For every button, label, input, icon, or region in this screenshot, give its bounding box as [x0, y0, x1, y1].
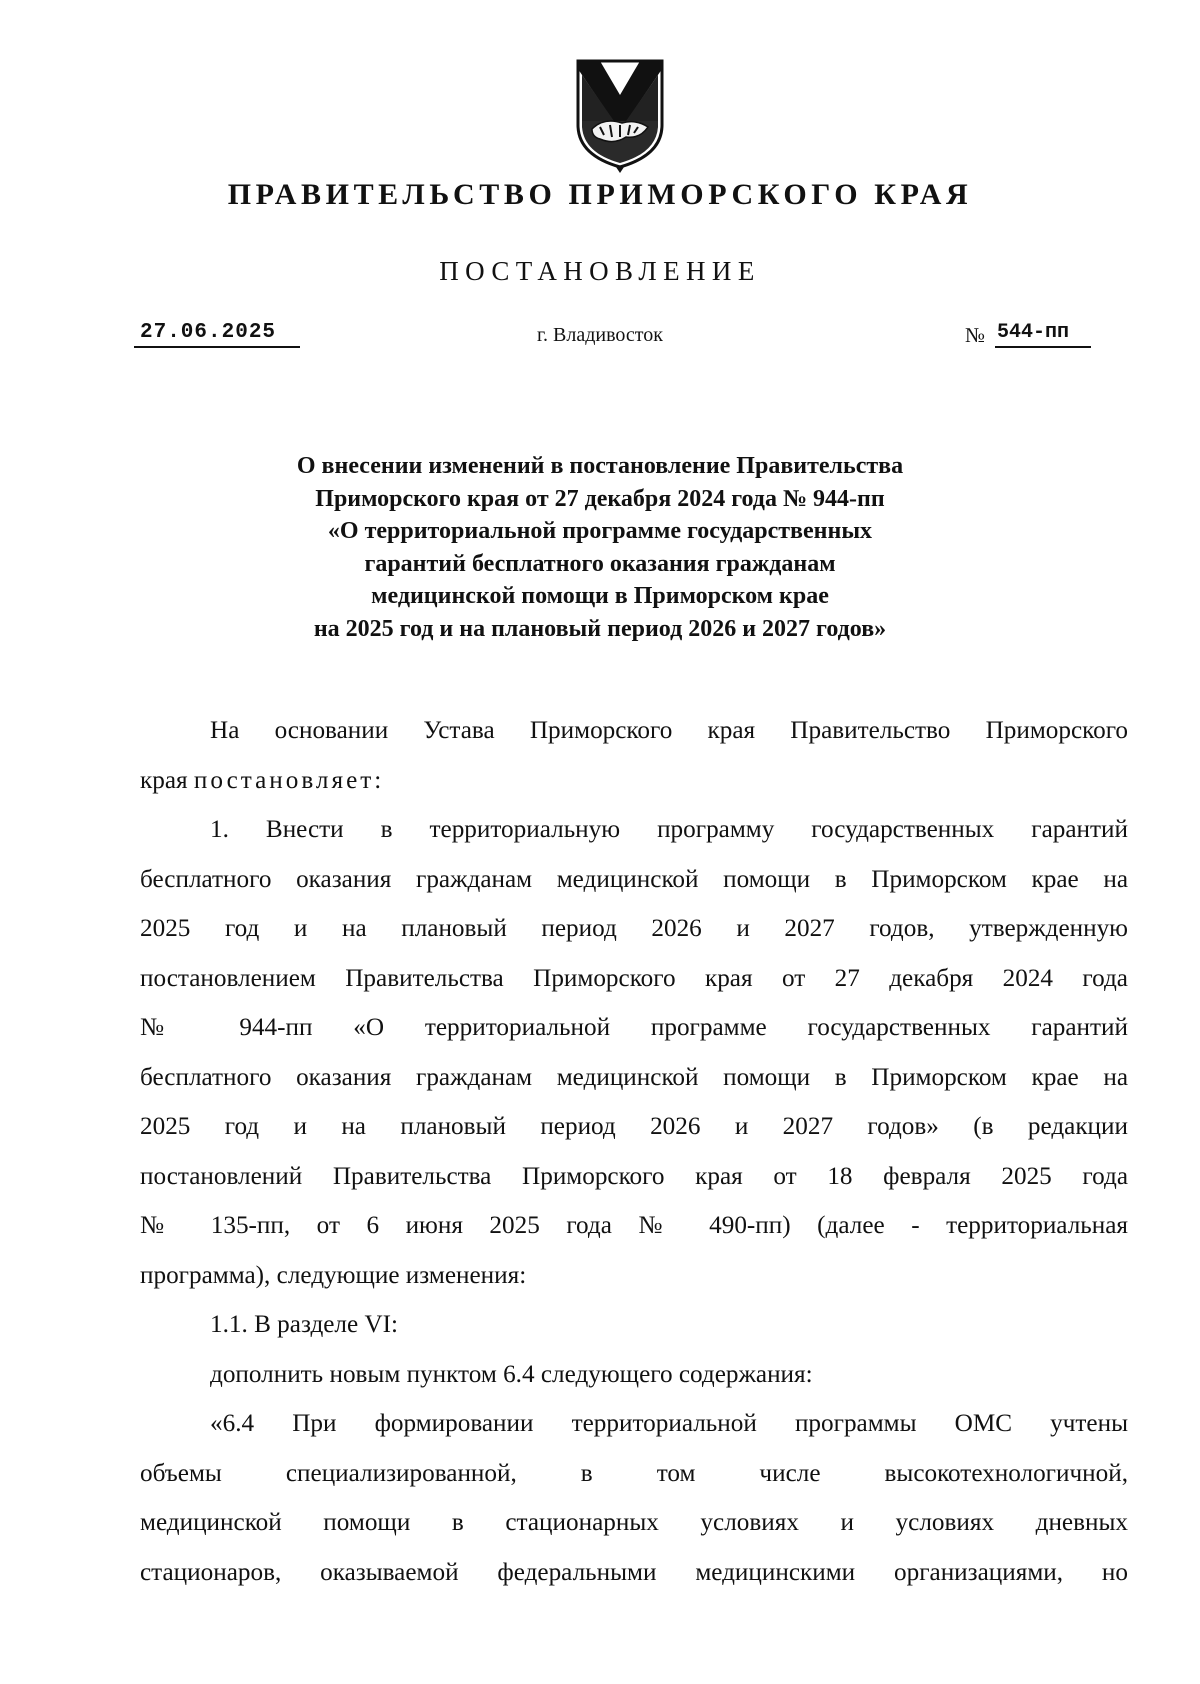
- heading-line: Приморского края от 27 декабря 2024 года № 944-пп: [315, 485, 885, 512]
- body-line: 2025 год и на плановый период 2026 и 2027 годов» (в редакции: [140, 1113, 1128, 1140]
- number-sign: №: [965, 323, 986, 347]
- body-line: дополнить новым пунктом 6.4 следующего содержания:: [210, 1360, 813, 1388]
- coat-of-arms-icon: [570, 55, 670, 173]
- body-line: [140, 756, 1128, 806]
- body-line: медицинской помощи в стационарных условиях и условиях дневных: [140, 1509, 1128, 1536]
- resolves-word: постановляет:: [193, 766, 385, 794]
- heading-line: гарантий бесплатного оказания гражданам: [364, 550, 836, 577]
- body-line: № 135-пп, от 6 июня 2025 года № 490-пп) (далее - территориальная: [140, 1212, 1128, 1239]
- body-line: объемы специализированной, в том числе высокотехнологичной,: [140, 1459, 1128, 1487]
- body-line: № 944-пп «О территориальной программе государственных гарантий: [140, 1014, 1128, 1041]
- body-line: На основании Устава Приморского края Правительство Приморского: [210, 717, 1128, 744]
- document-type: ПОСТАНОВЛЕНИЕ: [439, 256, 761, 286]
- body-line: 2025 год и на плановый период 2026 и 2027 годов, утвержденную: [140, 915, 1128, 942]
- document-city: г. Владивосток: [537, 324, 663, 346]
- document-date: 27.06.2025: [134, 320, 300, 348]
- body-text: края: [140, 766, 188, 794]
- government-title: ПРАВИТЕЛЬСТВО ПРИМОРСКОГО КРАЯ: [227, 178, 973, 211]
- body-line: постановлений Правительства Приморского края от 18 февраля 2025 года: [140, 1162, 1128, 1190]
- body-line: бесплатного оказания гражданам медицинской помощи в Приморском крае на: [140, 1063, 1128, 1091]
- body-line: 1. Внести в территориальную программу государственных гарантий: [210, 816, 1128, 843]
- document-number: [965, 320, 1091, 348]
- heading-line: О внесении изменений в постановление Правительства: [296, 453, 904, 479]
- body-line: «6.4 При формировании территориальной программы ОМС учтены: [210, 1410, 1128, 1437]
- heading-line: медицинской помощи в Приморском крае: [371, 583, 829, 609]
- document-body: [140, 706, 1128, 1597]
- body-line: бесплатного оказания гражданам медицинской помощи в Приморском крае на: [140, 865, 1128, 893]
- body-line: 1.1. В разделе VI:: [210, 1311, 399, 1338]
- heading-line: «О территориальной программе государственных: [327, 518, 873, 544]
- body-line: программа), следующие изменения:: [140, 1261, 527, 1289]
- heading-line: на 2025 год и на плановый период 2026 и 2027 годов»: [313, 615, 887, 642]
- body-line: стационаров, оказываемой федеральными медицинскими организациями, но: [140, 1558, 1128, 1586]
- number-value: 544-пп: [995, 320, 1091, 348]
- body-line: постановлением Правительства Приморского края от 27 декабря 2024 года: [140, 964, 1128, 992]
- document-heading: [140, 450, 1060, 645]
